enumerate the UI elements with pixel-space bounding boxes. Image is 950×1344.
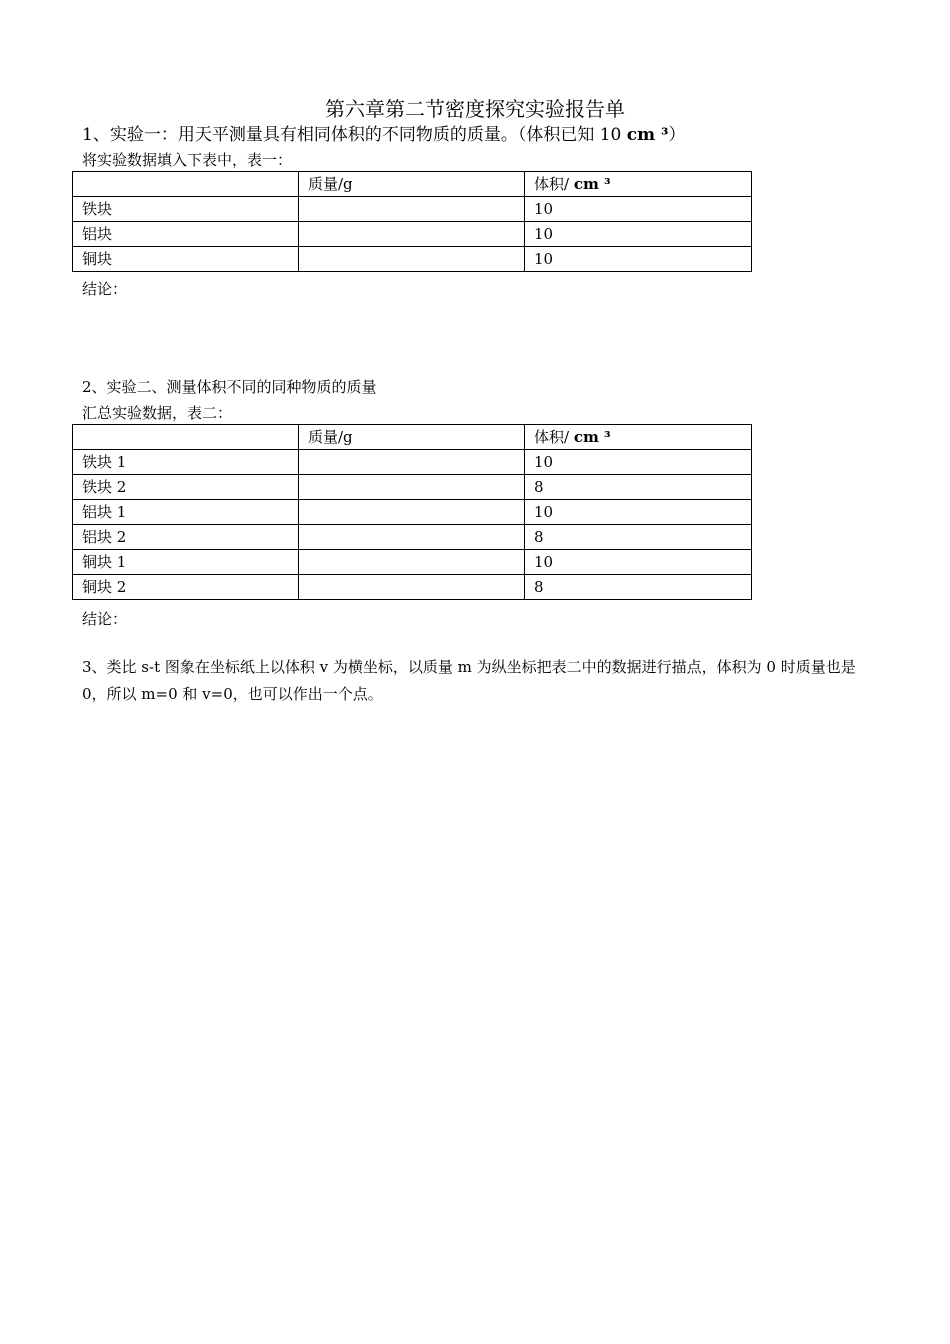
experiment3-paragraph: 3、类比 s-t 图象在坐标纸上以体积 v 为横坐标，以质量 m 为纵坐标把表二中的数据进行描点，体积为 0 时质量也是 0，所以 m=0 和 v=0，也可以作出一个点。: [82, 658, 856, 703]
experiment1-instruction: 将实验数据填入下表中，表一：: [82, 151, 293, 169]
experiment1-heading-unit: cm ³: [626, 125, 669, 145]
volume-cell: 10: [525, 550, 752, 575]
header-cell-volume: [525, 425, 752, 450]
header-cell-volume: [525, 172, 752, 197]
table-row: [73, 550, 752, 575]
mass-input-cell[interactable]: [299, 197, 525, 222]
row-name-cell: 铁块 1: [73, 450, 299, 475]
volume-cell: 8: [525, 575, 752, 600]
row-name-cell: 铁块 2: [73, 475, 299, 500]
page-title: 第六章第二节密度探究实验报告单: [325, 97, 625, 121]
row-name-cell: 铝块: [73, 222, 299, 247]
header-volume-label: 体积/: [534, 428, 574, 446]
volume-cell: 10: [525, 450, 752, 475]
mass-input-cell[interactable]: [299, 475, 525, 500]
mass-input-cell[interactable]: [299, 222, 525, 247]
table-row: [73, 575, 752, 600]
mass-input-cell[interactable]: [299, 575, 525, 600]
table-row: [73, 475, 752, 500]
volume-cell: 8: [525, 525, 752, 550]
table-row: [73, 247, 752, 272]
table-row: [73, 197, 752, 222]
table-row: [73, 500, 752, 525]
row-name-cell: 铜块 1: [73, 550, 299, 575]
experiment1-heading-close: ）: [668, 125, 686, 145]
row-name-cell: 铁块: [73, 197, 299, 222]
volume-cell: 10: [525, 197, 752, 222]
header-cell-mass: 质量/g: [299, 425, 525, 450]
mass-input-cell[interactable]: [299, 247, 525, 272]
mass-input-cell[interactable]: [299, 450, 525, 475]
header-cell-blank: [73, 172, 299, 197]
table-1: [72, 171, 752, 272]
volume-cell: 10: [525, 222, 752, 247]
mass-input-cell[interactable]: [299, 550, 525, 575]
table-row: [73, 525, 752, 550]
header-volume-label: 体积/: [534, 175, 574, 193]
experiment1-heading: [82, 124, 685, 146]
volume-cell: 10: [525, 500, 752, 525]
row-name-cell: 铜块 2: [73, 575, 299, 600]
experiment1-heading-text: 1、实验一：用天平测量具有相同体积的不同物质的质量。（体积已知 10: [82, 125, 627, 145]
experiment2-conclusion-label: 结论：: [82, 610, 128, 628]
mass-input-cell[interactable]: [299, 500, 525, 525]
header-cell-mass: 质量/g: [299, 172, 525, 197]
table-header-row: [73, 425, 752, 450]
header-volume-unit: cm ³: [573, 428, 611, 446]
table-2: [72, 424, 752, 600]
table-row: [73, 222, 752, 247]
header-volume-unit: cm ³: [573, 175, 611, 193]
table-row: [73, 450, 752, 475]
experiment1-conclusion-label: 结论：: [82, 280, 128, 298]
row-name-cell: 铜块: [73, 247, 299, 272]
row-name-cell: 铝块 2: [73, 525, 299, 550]
table-header-row: [73, 172, 752, 197]
row-name-cell: 铝块 1: [73, 500, 299, 525]
volume-cell: 8: [525, 475, 752, 500]
experiment2-heading: 2、实验二、测量体积不同的同种物质的质量: [82, 378, 377, 396]
volume-cell: 10: [525, 247, 752, 272]
mass-input-cell[interactable]: [299, 525, 525, 550]
header-cell-blank: [73, 425, 299, 450]
experiment2-instruction: 汇总实验数据，表二：: [82, 404, 233, 422]
